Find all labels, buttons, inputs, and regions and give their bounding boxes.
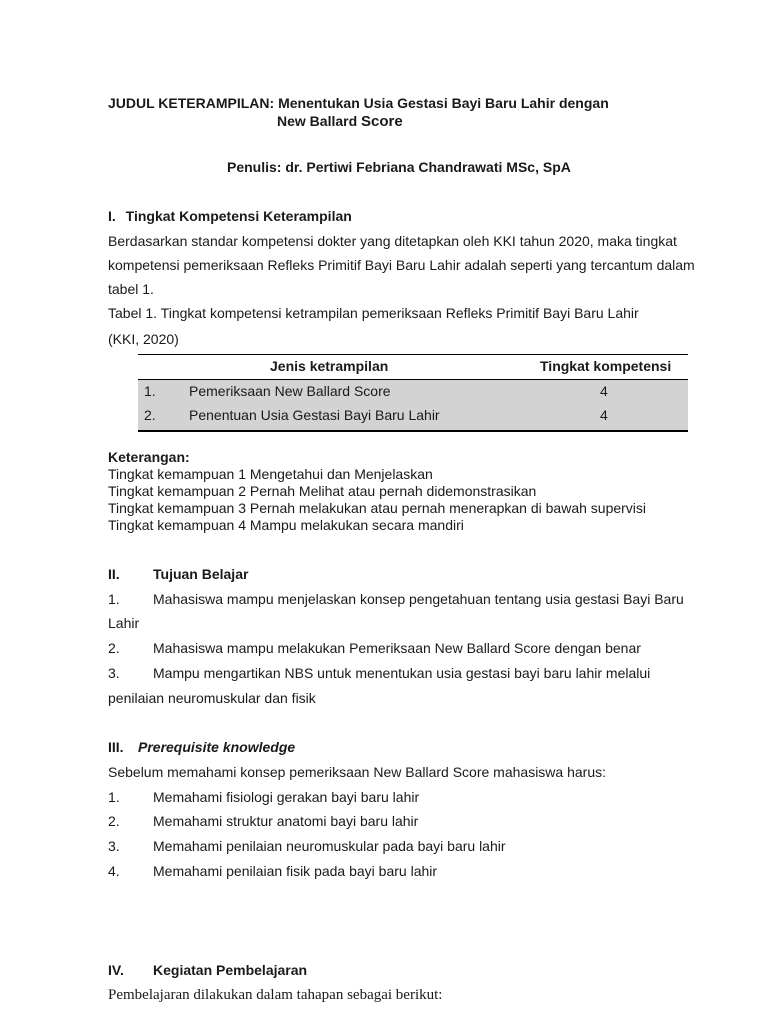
table-caption-line1: Tabel 1. Tingkat kompetensi ketrampilan pemeriksaan Refleks Primitif Bayi Baru Lahir [108, 305, 639, 321]
section-2-title: Tujuan Belajar [153, 566, 249, 582]
goal-1-number: 1. [108, 591, 120, 607]
table-row-1-number: 1. [144, 383, 156, 399]
section-4-number: IV. [108, 962, 124, 978]
title-prefix: JUDUL KETERAMPILAN: [108, 95, 275, 111]
goal-1-text: Mahasiswa mampu menjelaskan konsep pengetahuan tentang usia gestasi Bayi Baru [153, 591, 684, 607]
section-4-intro: Pembelajaran dilakukan dalam tahapan sebagai berikut: [108, 987, 443, 1003]
goal-3-continuation: penilaian neuromuskular dan fisik [108, 690, 316, 706]
title-text-line2: New Ballard [277, 113, 358, 129]
goal-3-number: 3. [108, 665, 120, 681]
section-1-paragraph-line2: kompetensi pemeriksaan Refleks Primitif Bayi Baru Lahir adalah seperti yang tercantum dalam [108, 257, 695, 273]
table-header-level: Tingkat kompetensi [540, 358, 672, 374]
section-1-number: I. [108, 208, 116, 224]
table-top-rule [138, 354, 688, 355]
table-row-2-level: 4 [600, 407, 608, 423]
table-header-skill: Jenis ketrampilan [270, 358, 389, 374]
section-1-paragraph-line1: Berdasarkan standar kompetensi dokter yang ditetapkan oleh KKI tahun 2020, maka tingkat [108, 233, 677, 249]
author-line: Penulis: dr. Pertiwi Febriana Chandrawati MSc, SpA [227, 159, 571, 175]
section-1-paragraph-line3: tabel 1. [108, 281, 154, 297]
table-row-2-number: 2. [144, 407, 156, 423]
section-1-heading [108, 208, 352, 224]
document-title-line1 [108, 95, 609, 111]
table-row-2-skill: Penentuan Usia Gestasi Bayi Baru Lahir [189, 407, 440, 423]
section-3-title: Prerequisite knowledge [138, 739, 296, 755]
section-2-number: II. [108, 566, 120, 582]
title-text-line2-end: Score [361, 113, 403, 130]
table-row-1-level: 4 [600, 383, 608, 399]
notes-heading: Keterangan: [108, 449, 190, 465]
section-3-number: III. [108, 739, 124, 755]
prerequisite-1-number: 1. [108, 789, 120, 805]
note-level-2: Tingkat kemampuan 2 Pernah Melihat atau pernah didemonstrasikan [108, 483, 537, 499]
note-level-4: Tingkat kemampuan 4 Mampu melakukan secara mandiri [108, 517, 464, 533]
goal-2-text: Mahasiswa mampu melakukan Pemeriksaan New Ballard Score dengan benar [153, 640, 641, 656]
goal-2-number: 2. [108, 640, 120, 656]
goal-3-text: Mampu mengartikan NBS untuk menentukan usia gestasi bayi baru lahir melalui [153, 665, 651, 681]
prerequisite-2-text: Memahami struktur anatomi bayi baru lahir [153, 813, 419, 829]
table-row-1-skill: Pemeriksaan New Ballard Score [189, 383, 391, 399]
table-bottom-rule [138, 430, 688, 432]
prerequisite-1-text: Memahami fisiologi gerakan bayi baru lahir [153, 789, 420, 805]
document-title-line2 [277, 113, 403, 130]
prerequisite-4-text: Memahami penilaian fisik pada bayi baru lahir [153, 863, 438, 879]
note-level-1: Tingkat kemampuan 1 Mengetahui dan Menjelaskan [108, 466, 433, 482]
title-text-line1: Menentukan Usia Gestasi Bayi Baru Lahir dengan [278, 95, 609, 111]
prerequisite-3-number: 3. [108, 838, 120, 854]
goal-1-continuation: Lahir [108, 615, 140, 631]
note-level-3: Tingkat kemampuan 3 Pernah melakukan atau pernah menerapkan di bawah supervisi [108, 500, 647, 516]
prerequisite-intro: Sebelum memahami konsep pemeriksaan New Ballard Score mahasiswa harus: [108, 764, 607, 780]
prerequisite-4-number: 4. [108, 863, 120, 879]
section-1-title: Tingkat Kompetensi Keterampilan [125, 208, 352, 224]
table-caption-line2: (KKI, 2020) [108, 331, 179, 347]
section-4-title: Kegiatan Pembelajaran [153, 962, 308, 978]
prerequisite-3-text: Memahami penilaian neuromuskular pada bayi baru lahir [153, 838, 506, 854]
prerequisite-2-number: 2. [108, 813, 120, 829]
